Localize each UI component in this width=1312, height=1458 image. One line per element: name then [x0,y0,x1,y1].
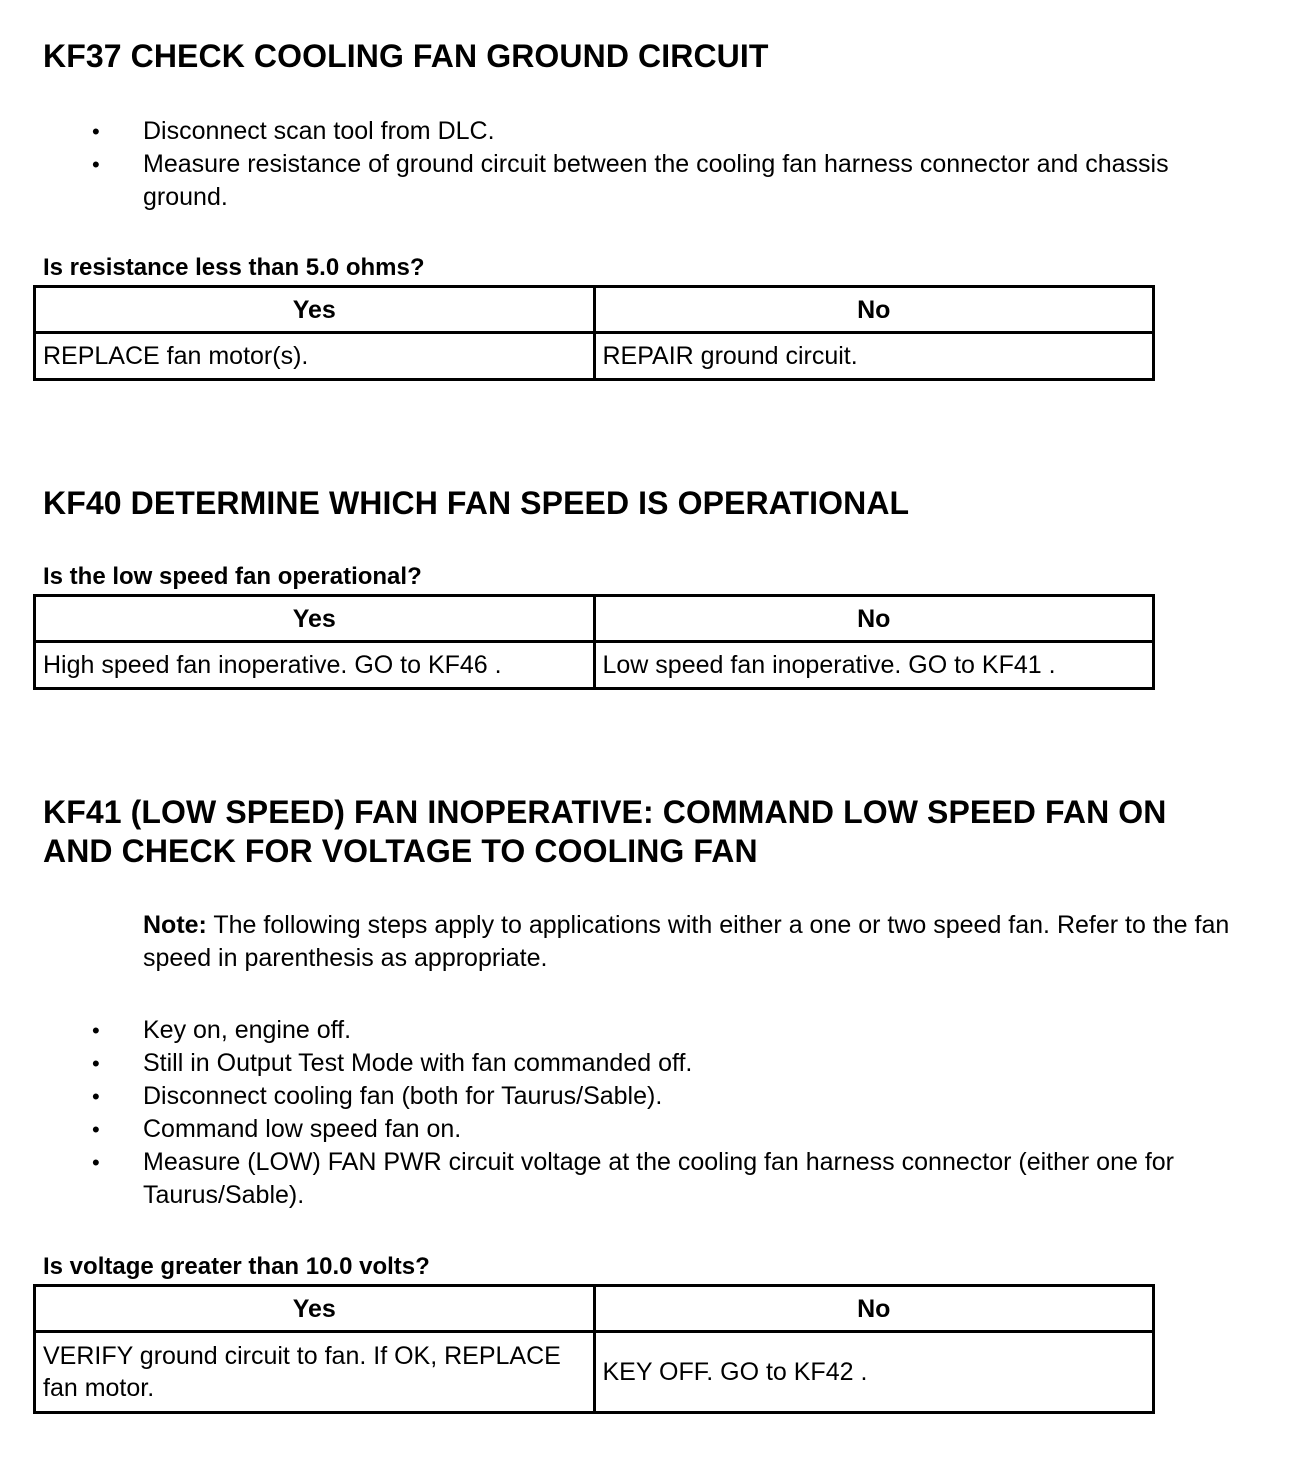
no-action-cell: Low speed fan inoperative. GO to KF41 . [594,642,1154,689]
kf41-decision-table [33,1284,1155,1414]
kf41-note [143,909,1243,975]
no-header: No [594,287,1154,333]
kf40-question: Is the low speed fan operational? [43,563,422,590]
yes-action-cell: VERIFY ground circuit to fan. If OK, REPLACE fan motor. [35,1332,595,1413]
list-item: • Command low speed fan on. [0,1113,1223,1146]
no-header: No [594,1286,1154,1332]
kf40-heading: KF40 DETERMINE WHICH FAN SPEED IS OPERATIONAL [43,485,910,521]
no-header: No [594,596,1154,642]
yes-action-cell: REPLACE fan motor(s). [35,333,595,380]
list-item: • Disconnect cooling fan (both for Taurus/Sable). [0,1080,1223,1113]
kf41-heading-line-2: AND CHECK FOR VOLTAGE TO COOLING FAN [43,833,758,869]
list-item: • Measure resistance of ground circuit between the cooling fan harness connector and chassis ground. [0,148,1223,214]
note-text: The following steps apply to applications with either a one or two speed fan. Refer to the fan speed in parenthesis as appropriate. [143,911,1230,972]
note-label: Note: [143,911,207,939]
kf37-question: Is resistance less than 5.0 ohms? [43,254,425,281]
list-item: • Disconnect scan tool from DLC. [0,115,1223,148]
no-action-cell: REPAIR ground circuit. [594,333,1154,380]
yes-header: Yes [35,1286,595,1332]
list-item: • Still in Output Test Mode with fan commanded off. [0,1047,1223,1080]
no-action-cell: KEY OFF. GO to KF42 . [594,1332,1154,1413]
list-item: • Measure (LOW) FAN PWR circuit voltage at the cooling fan harness connector (either one for Taurus/Sable). [0,1146,1223,1212]
kf41-step-list [0,1014,1223,1212]
list-item: • Key on, engine off. [0,1014,1223,1047]
kf37-step-list [0,115,1223,214]
kf41-question: Is voltage greater than 10.0 volts? [43,1253,430,1280]
yes-header: Yes [35,596,595,642]
kf41-heading-line-1: KF41 (LOW SPEED) FAN INOPERATIVE: COMMAND LOW SPEED FAN ON [43,794,1167,830]
yes-header: Yes [35,287,595,333]
kf37-decision-table [33,285,1155,381]
kf41-heading [43,793,1166,871]
kf40-decision-table [33,594,1155,690]
kf37-heading: KF37 CHECK COOLING FAN GROUND CIRCUIT [43,38,769,74]
yes-action-cell: High speed fan inoperative. GO to KF46 . [35,642,595,689]
